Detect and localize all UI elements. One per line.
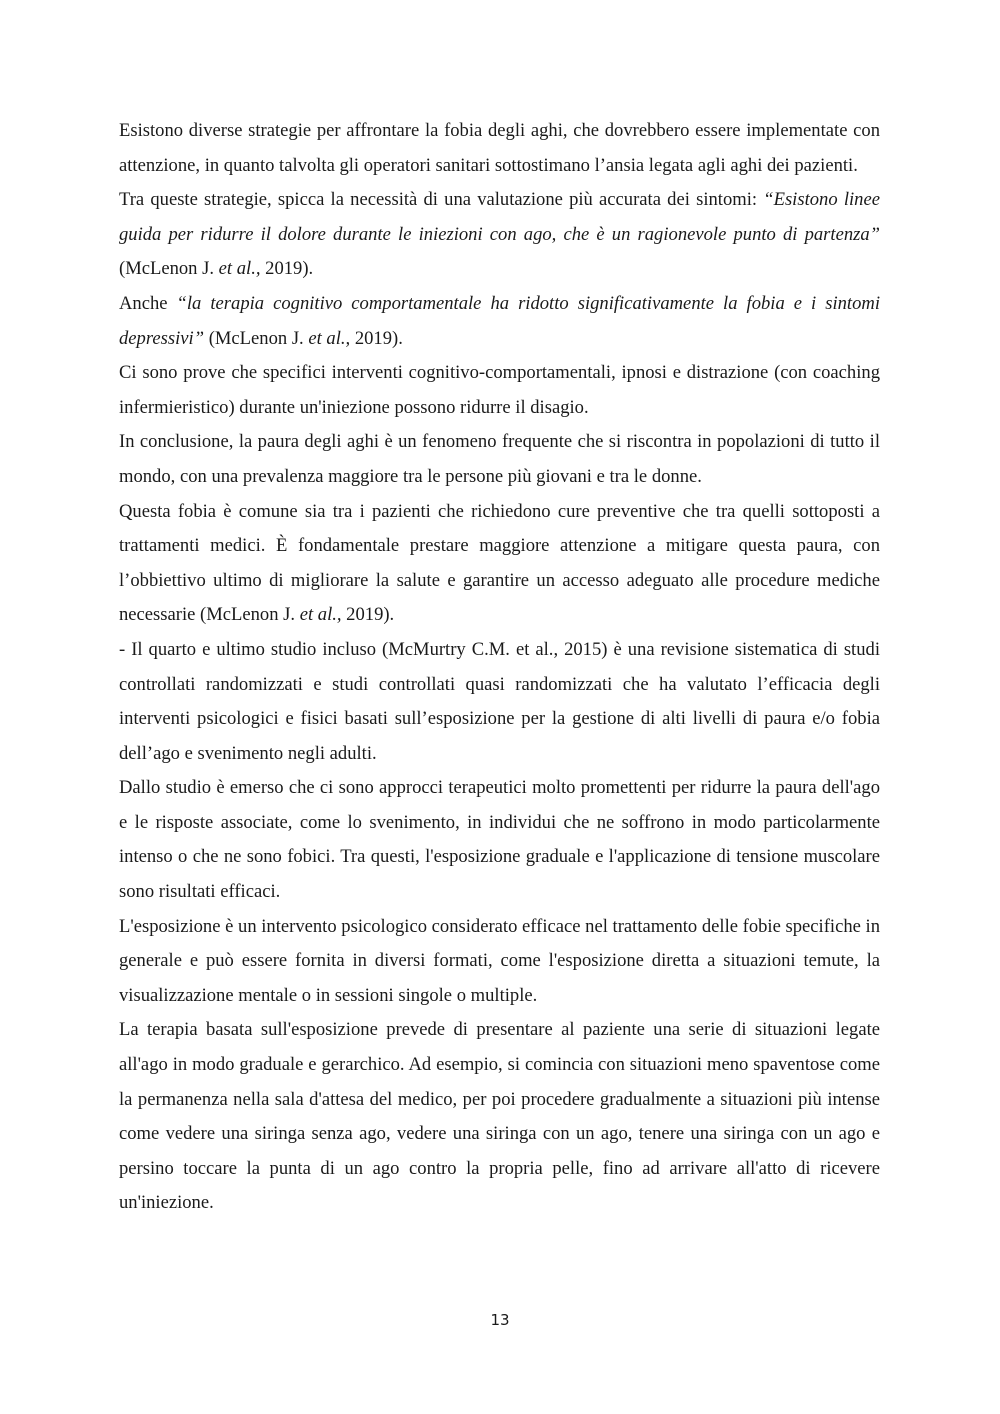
citation-et-al: et al., xyxy=(308,327,351,349)
paragraph-2-quote: “Esistono linee guida per ridurre il dolore durante le iniezioni con ago, che è un ragionevole punto di partenza” xyxy=(119,189,880,245)
paragraph-1: Esistono diverse strategie per affrontare la fobia degli aghi, che dovrebbero essere implementate con attenzione, in quanto talvolta gli operatori sanitari sottostimano l’ansia legata agli aghi dei pazienti. xyxy=(119,120,880,176)
paragraph-3-quote: “la terapia cognitivo comportamentale ha ridotto significativamente la fobia e i sintomi depressivi” xyxy=(119,292,880,349)
paragraph-6-text: Questa fobia è comune sia tra i pazienti che richiedono cure preventive che tra quelli sottoposti a trattamenti medici. È fondamentale prestare maggiore attenzione a mitigare questa paura, con l’obbiettivo ultimo di migliorare la salute e garantire un accesso adeguato alle procedure mediche necessarie xyxy=(119,500,880,626)
paragraph-6 xyxy=(119,495,880,633)
citation-et-al: et al., xyxy=(218,258,261,280)
paragraph-3-lead: Anche xyxy=(119,292,177,314)
paragraph-7: - Il quarto e ultimo studio incluso (McMurtry C.M. et al., 2015) è una revisione sistematica di studi controllati randomizzati e studi controllati quasi randomizzati che ha valutato l’efficacia degli interventi psicologici e fisici basati sull’esposizione per la gestione di alti livelli di paura e/o fobia dell’ago e svenimento negli adulti. xyxy=(119,638,880,764)
paragraph-8: Dallo studio è emerso che ci sono approcci terapeutici molto promettenti per ridurre la paura dell'ago e le risposte associate, come lo svenimento, in individui che ne soffrono in modo particolarmente intenso o che ne sono fobici. Tra questi, l'esposizione graduale e l'applicazione di tensione muscolare sono risultati efficaci. xyxy=(119,777,880,903)
paragraph-3 xyxy=(119,287,880,356)
citation-suffix: 2019). xyxy=(260,258,314,280)
paragraph-9: L'esposizione è un intervento psicologico considerato efficace nel trattamento delle fobie specifiche in generale e può essere fornita in diversi formati, come l'esposizione diretta a situazioni temute, la visualizzazione mentale o in sessioni singole o multiple. xyxy=(119,915,880,1006)
citation-suffix: 2019). xyxy=(350,327,403,349)
citation-prefix: (McLenon J. xyxy=(195,604,300,626)
body-text xyxy=(119,114,880,1221)
paragraph-2 xyxy=(119,183,880,287)
paragraph-5: In conclusione, la paura degli aghi è un fenomeno frequente che si riscontra in popolazioni di tutto il mondo, con una prevalenza maggiore tra le persone più giovani e tra le donne. xyxy=(119,431,880,487)
paragraph-4: Ci sono prove che specifici interventi cognitivo-comportamentali, ipnosi e distrazione (con coaching infermieristico) durante un'iniezione possono ridurre il disagio. xyxy=(119,362,880,418)
page-number: 13 xyxy=(490,1311,510,1329)
citation-et-al: et al., xyxy=(299,604,342,626)
citation-suffix: 2019). xyxy=(341,604,395,626)
citation-prefix: (McLenon J. xyxy=(119,258,219,280)
citation-prefix: (McLenon J. xyxy=(204,327,309,349)
paragraph-2-lead: Tra queste strategie, spicca la necessità di una valutazione più accurata dei sintomi: xyxy=(119,189,764,211)
paragraph-10: La terapia basata sull'esposizione prevede di presentare al paziente una serie di situazioni legate all'ago in modo graduale e gerarchico. Ad esempio, si comincia con situazioni meno spaventose come la permanenza nella sala d'attesa del medico, per poi procedere gradualmente a situazioni più intense come vedere una siringa senza ago, vedere una siringa con un ago, tenere una siringa con un ago e persino toccare la punta di un ago contro la propria pelle, fino ad arrivare all'atto di ricevere un'iniezione. xyxy=(119,1019,880,1214)
